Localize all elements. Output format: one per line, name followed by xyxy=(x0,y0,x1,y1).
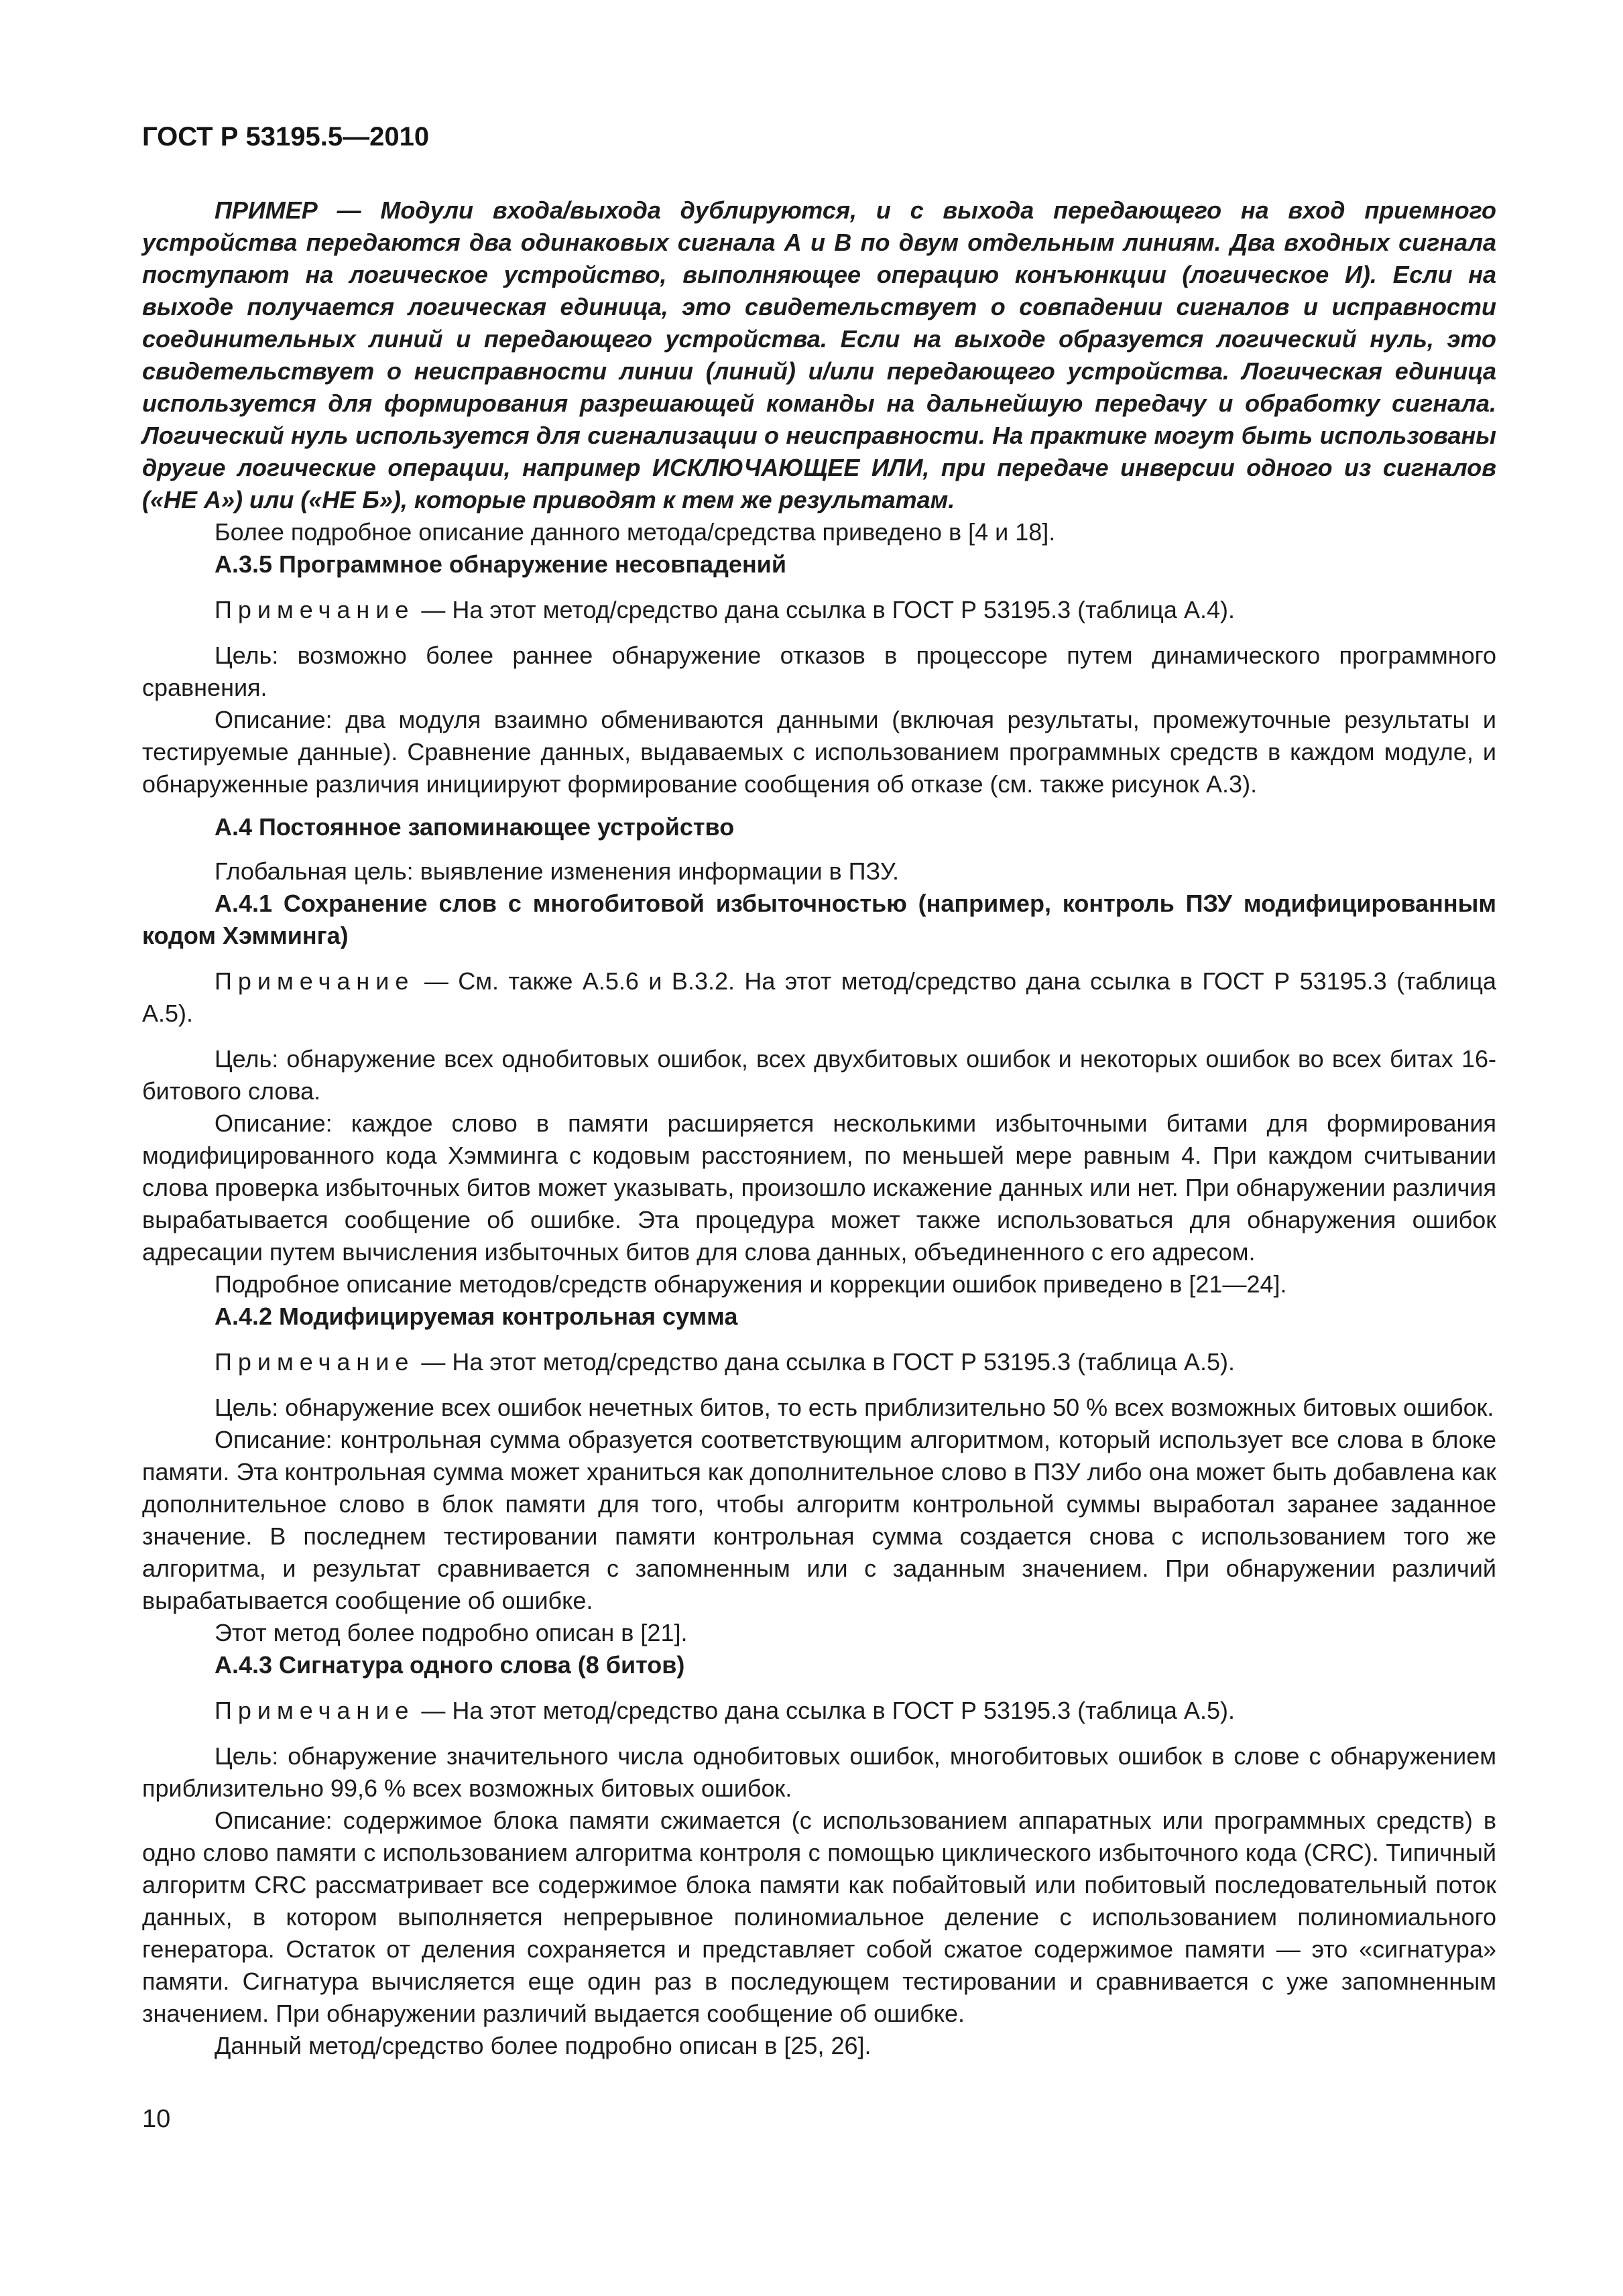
note-paragraph xyxy=(142,1346,1496,1378)
note-text: — На этот метод/средство дана ссылка в ГОСТ Р 53195.3 (таблица А.5). xyxy=(414,1348,1235,1376)
note-label: Примечание xyxy=(215,967,415,995)
body-paragraph: Более подробное описание данного метода/средства приведено в [4 и 18]. xyxy=(215,518,1056,546)
body-paragraph: Подробное описание методов/средств обнаружения и коррекции ошибок приведено в [21—24]. xyxy=(215,1270,1287,1298)
note-text: — См. также А.5.6 и В.3.2. На этот метод/средство дана ссылка в ГОСТ Р 53195.3 (таблица А.5). xyxy=(142,967,1496,1027)
section-heading-a43: А.4.3 Сигнатура одного слова (8 битов) xyxy=(215,1651,685,1679)
body-paragraph: Этот метод более подробно описан в [21]. xyxy=(215,1619,688,1646)
body-paragraph: Глобальная цель: выявление изменения информации в ПЗУ. xyxy=(215,857,899,885)
note-label: Примечание xyxy=(215,596,415,623)
section-heading-a41: А.4.1 Сохранение слов с многобитовой избыточностью (например, контроль ПЗУ модифицированным кодом Хэмминга) xyxy=(142,890,1496,949)
section-heading-a35: А.3.5 Программное обнаружение несовпадений xyxy=(215,550,786,578)
note-paragraph xyxy=(142,594,1496,626)
body-paragraph: Цель: обнаружение всех ошибок нечетных битов, то есть приблизительно 50 % всех возможных битовых ошибок. xyxy=(215,1394,1494,1421)
note-paragraph xyxy=(142,965,1496,1030)
note-paragraph xyxy=(142,1695,1496,1727)
page-number: 10 xyxy=(142,2105,171,2133)
body-paragraph: Описание: два модуля взаимно обмениваются данными (включая результаты, промежуточные результаты и тестируемые данные). Сравнение данных, выдаваемых с использованием программных средств в каждом модуле, и обнаруженные различия инициируют формирование сообщения об отказе (см. также рисунок А.3). xyxy=(142,706,1496,798)
body-paragraph: Описание: каждое слово в памяти расширяется несколькими избыточными битами для формирования модифицированного кода Хэмминга с кодовым расстоянием, по меньшей мере равным 4. При каждом считывании слова проверка избыточных битов может указывать, произошло искажение данных или нет. При обнаружении различия вырабатывается сообщение об ошибке. Эта процедура может также использоваться для обнаружения ошибок адресации путем вычисления избыточных битов для слова данных, объединенного с его адресом. xyxy=(142,1109,1496,1266)
body-paragraph: Данный метод/средство более подробно описан в [25, 26]. xyxy=(215,2032,871,2059)
body-paragraph: Цель: обнаружение значительного числа однобитовых ошибок, многобитовых ошибок в слове с обнаружением приблизительно 99,6 % всех возможных битовых ошибок. xyxy=(142,1742,1496,1802)
note-label: Примечание xyxy=(215,1348,415,1376)
section-heading-a42: А.4.2 Модифицируемая контрольная сумма xyxy=(215,1303,738,1330)
note-label: Примечание xyxy=(215,1697,415,1724)
note-text: — На этот метод/средство дана ссылка в ГОСТ Р 53195.3 (таблица А.5). xyxy=(414,1697,1235,1724)
section-heading-a4: А.4 Постоянное запоминающее устройство xyxy=(215,813,735,841)
document-body xyxy=(142,194,1496,2062)
body-paragraph: Цель: обнаружение всех однобитовых ошибок, всех двухбитовых ошибок и некоторых ошибок во всех битах 16-битового слова. xyxy=(142,1045,1496,1105)
body-paragraph: Цель: возможно более раннее обнаружение отказов в процессоре путем динамического программного сравнения. xyxy=(142,642,1496,701)
note-text: — На этот метод/средство дана ссылка в ГОСТ Р 53195.3 (таблица А.4). xyxy=(414,596,1235,623)
body-paragraph: Описание: контрольная сумма образуется соответствующим алгоритмом, который использует все слова в блоке памяти. Эта контрольная сумма может храниться как дополнительное слово в ПЗУ либо она может быть добавлена как дополнительное слово в блок памяти для того, чтобы алгоритм контрольной суммы выработал заранее заданное значение. В последнем тестировании памяти контрольная сумма создается снова с использованием того же алгоритма, и результат сравнивается с запомненным или с заданным значением. При обнаружении различий вырабатывается сообщение об ошибке. xyxy=(142,1426,1496,1614)
example-paragraph: ПРИМЕР — Модули входа/выхода дублируются, и с выхода передающего на вход приемного устройства передаются два одинаковых сигнала А и В по двум отдельным линиям. Два входных сигнала поступают на логическое устройство, выполняющее операцию конъюнкции (логическое И). Если на выходе получается логическая единица, это свидетельствует о совпадении сигналов и исправности соединительных линий и передающего устройства. Если на выходе образуется логический нуль, это свидетельствует о неисправности линии (линий) и/или передающего устройства. Логическая единица используется для формирования разрешающей команды на дальнейшую передачу и обработку сигнала. Логический нуль используется для сигнализации о неисправности. На практике могут быть использованы другие логические операции, например ИСКЛЮЧАЮЩЕЕ ИЛИ, при передаче инверсии одного из сигналов («НЕ А») или («НЕ Б»), которые приводят к тем же результатам. xyxy=(142,196,1496,513)
document-header: ГОСТ Р 53195.5—2010 xyxy=(142,122,430,152)
body-paragraph: Описание: содержимое блока памяти сжимается (с использованием аппаратных или программных средств) в одно слово памяти с использованием алгоритма контроля с помощью циклического избыточного кода (CRC). Типичный алгоритм CRC рассматривает все содержимое блока памяти как побайтовый или побитовый последовательный поток данных, в котором выполняется непрерывное полиномиальное деление с использованием полиномиального генератора. Остаток от деления сохраняется и представляет собой сжатое содержимое памяти — это «сигнатура» памяти. Сигнатура вычисляется еще один раз в последующем тестировании и сравнивается с уже запомненным значением. При обнаружении различий выдается сообщение об ошибке. xyxy=(142,1807,1496,2027)
